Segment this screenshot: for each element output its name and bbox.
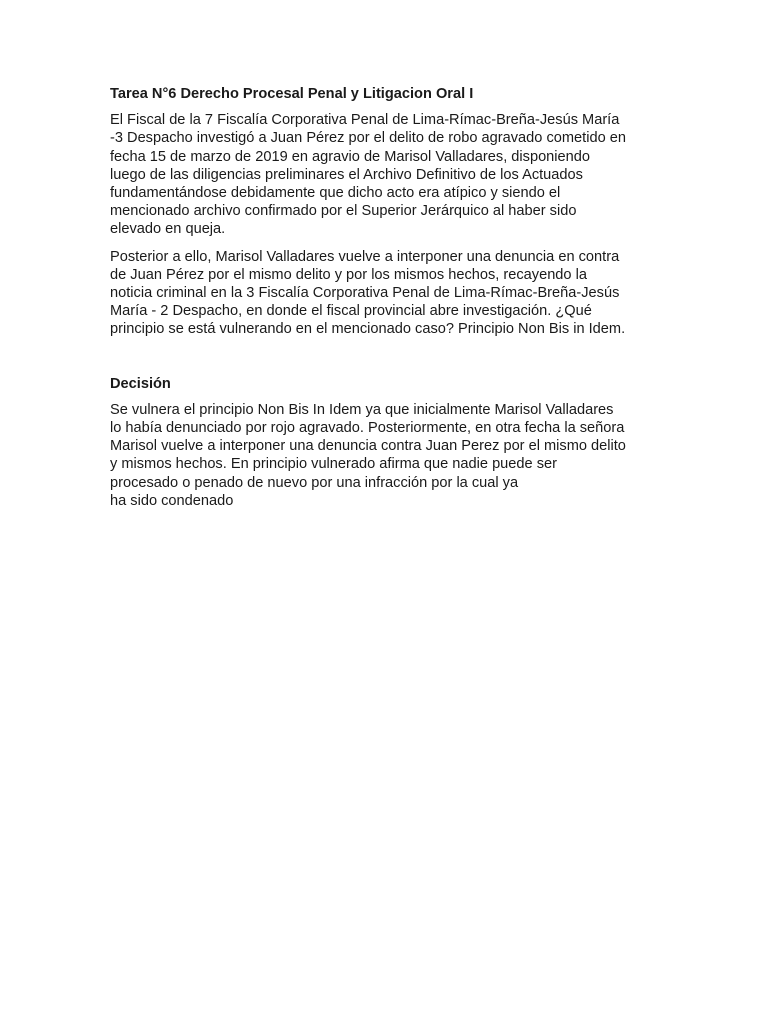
text-line: fecha 15 de marzo de 2019 en agravio de Marisol Valladares, disponiendo (110, 148, 591, 165)
text-line: y mismos hechos. En principio vulnerado afirma que nadie puede ser (110, 456, 557, 473)
text-line: principio se está vulnerando en el mencionado caso? Principio Non Bis in Idem. (110, 321, 626, 338)
document-title: Tarea N°6 Derecho Procesal Penal y Litigacion Oral I (110, 86, 474, 102)
text-line: luego de las diligencias preliminares el Archivo Definitivo de los Actuados (110, 166, 583, 183)
text-line: fundamentándose debidamente que dicho acto era atípico y siendo el (110, 185, 561, 202)
text-line: Se vulnera el principio Non Bis In Idem ya que inicialmente Marisol Valladares (110, 401, 614, 418)
text-line: mencionado archivo confirmado por el Superior Jerárquico al haber sido (110, 203, 577, 220)
paragraph-decision (110, 401, 670, 510)
text-line: María - 2 Despacho, en donde el fiscal provincial abre investigación. ¿Qué (110, 303, 592, 320)
text-line: lo había denunciado por rojo agravado. Posteriormente, en otra fecha la señora (110, 420, 625, 437)
text-line: procesado o penado de nuevo por una infracción por la cual ya (110, 474, 519, 491)
text-line: ha sido condenado (110, 492, 234, 509)
text-line: Posterior a ello, Marisol Valladares vuelve a interponer una denuncia en contra (110, 248, 620, 265)
text-line: de Juan Pérez por el mismo delito y por los mismos hechos, recayendo la (110, 266, 587, 283)
document-content (110, 85, 670, 519)
paragraph-question (110, 248, 670, 339)
decision-heading: Decisión (110, 375, 171, 392)
text-line: El Fiscal de la 7 Fiscalía Corporativa Penal de Lima-Rímac-Breña-Jesús María (110, 112, 620, 129)
paragraph-case-facts (110, 111, 670, 238)
text-line: elevado en queja. (110, 221, 226, 238)
text-line: -3 Despacho investigó a Juan Pérez por el delito de robo agravado cometido en (110, 130, 626, 147)
text-line: noticia criminal en la 3 Fiscalía Corporativa Penal de Lima-Rímac-Breña-Jesús (110, 285, 620, 302)
text-line: Marisol vuelve a interponer una denuncia contra Juan Perez por el mismo delito (110, 438, 626, 455)
